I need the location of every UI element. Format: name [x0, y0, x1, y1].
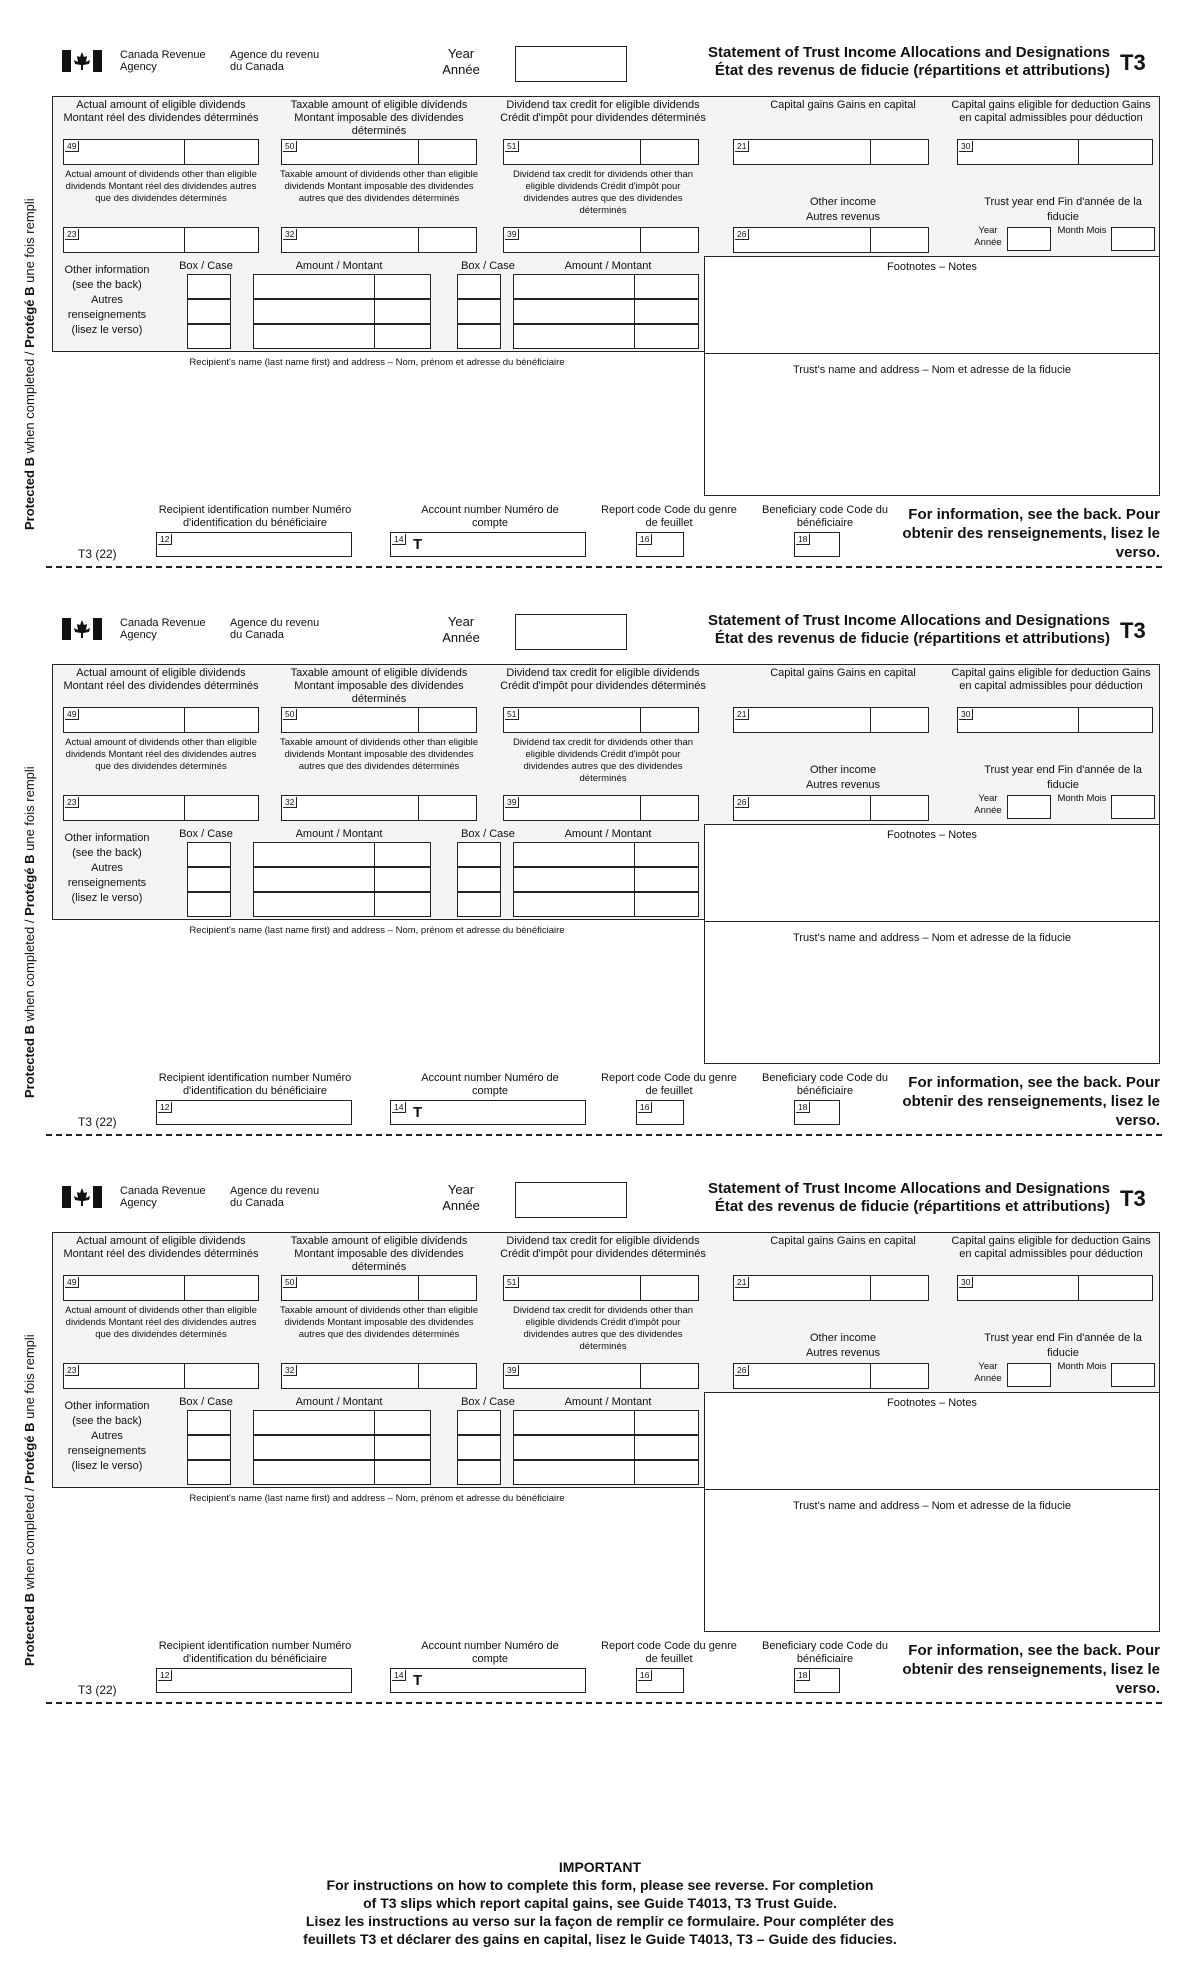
t3-slip-3	[0, 1136, 1200, 1696]
recipient-id-label: Recipient identification number Numéro d'identification du bénéficiaire	[158, 504, 352, 529]
amount-label-right: Amount / Montant	[564, 260, 652, 272]
canada-flag-icon	[62, 1186, 102, 1208]
box-case-label-left: Box / Case	[179, 828, 233, 840]
other-info-amount-4[interactable]	[513, 842, 699, 867]
amount-label-right: Amount / Montant	[564, 828, 652, 840]
account-number-label: Account number Numéro de compte	[421, 1072, 559, 1097]
other-info-label: Other information (see the back) Autres renseignements (lisez le verso)	[64, 832, 150, 904]
year-small-label: Year Année	[974, 1361, 1002, 1384]
year-small-label: Year Année	[974, 225, 1002, 248]
box-case-label-right: Box / Case	[461, 1396, 515, 1408]
trust-month-input[interactable]	[1111, 795, 1155, 819]
month-small-label: Month Mois	[1057, 1361, 1107, 1372]
other-info-box-6[interactable]	[457, 324, 501, 349]
recipient-id-label: Recipient identification number Numéro d'identification du bénéficiaire	[158, 1640, 352, 1665]
beneficiary-code-label: Beneficiary code Code du bénéficiaire	[762, 1072, 888, 1097]
form-code: T3	[1120, 1186, 1146, 1211]
box-23-field[interactable]: 23	[63, 1363, 259, 1389]
other-info-amount-1[interactable]	[253, 274, 431, 299]
month-small-label: Month Mois	[1057, 225, 1107, 236]
form-version: T3 (22)	[78, 1683, 117, 1697]
cut-line	[46, 1702, 1162, 1704]
box-23-field[interactable]: 23	[63, 795, 259, 821]
box-50-field[interactable]: 50	[281, 1275, 477, 1301]
form-title: Statement of Trust Income Allocations and Designations État des revenus de fiducie (répartitions et attributions)	[707, 1180, 1110, 1215]
box-23-label: Actual amount of dividends other than eligible dividends Montant réel des dividendes autres que des dividendes déterminés	[65, 1305, 257, 1340]
report-code-label: Report code Code du genre de feuillet	[601, 1640, 737, 1665]
trust-name-label: Trust's name and address – Nom et adresse de la fiducie	[792, 364, 1072, 376]
box-50-label: Taxable amount of eligible dividends Montant imposable des dividendes déterminés	[290, 99, 468, 137]
other-info-box-1[interactable]	[187, 1410, 231, 1435]
box-39-field[interactable]: 39	[503, 1363, 699, 1389]
recipient-name-label: Recipient's name (last name first) and address – Nom, prénom et adresse du bénéficiaire	[189, 357, 565, 368]
other-info-box-4[interactable]	[457, 274, 501, 299]
other-info-box-5[interactable]	[457, 1435, 501, 1460]
box-49-field[interactable]: 49	[63, 1275, 259, 1301]
box-50-label: Taxable amount of eligible dividends Montant imposable des dividendes déterminés	[290, 667, 468, 705]
protected-b-side-label: Protected B when completed / Protégé B une fois rempli	[22, 198, 37, 530]
amount-label-right: Amount / Montant	[564, 1396, 652, 1408]
box-32-label: Taxable amount of dividends other than eligible dividends Montant imposable des dividendes autres que des dividendes déterminés	[279, 169, 479, 204]
box-32-field[interactable]: 32	[281, 1363, 477, 1389]
report-code-field[interactable]: 16	[636, 1100, 684, 1125]
year-label: Year Année	[442, 614, 480, 645]
box-30-label: Capital gains eligible for deduction Gains en capital admissibles pour déduction	[951, 667, 1151, 692]
beneficiary-code-label: Beneficiary code Code du bénéficiaire	[762, 504, 888, 529]
box-26-label: Other income Autres revenus	[806, 1332, 880, 1359]
recipient-name-label: Recipient's name (last name first) and address – Nom, prénom et adresse du bénéficiaire	[189, 925, 565, 936]
important-line-3: Lisez les instructions au verso sur la façon de remplir ce formulaire. Pour compléter des	[305, 1913, 895, 1929]
box-49-label: Actual amount of eligible dividends Montant réel des dividendes déterminés	[63, 99, 259, 124]
box-30-field[interactable]: 30	[957, 139, 1153, 165]
box-26-field[interactable]: 26	[733, 1363, 929, 1389]
box-51-label: Dividend tax credit for eligible dividends Crédit d'impôt pour dividendes déterminés	[500, 667, 706, 692]
footnotes-box[interactable]	[704, 1392, 1160, 1490]
form-code: T3	[1120, 618, 1146, 643]
box-51-label: Dividend tax credit for eligible dividends Crédit d'impôt pour dividendes déterminés	[500, 99, 706, 124]
box-21-label: Capital gains Gains en capital	[770, 667, 916, 679]
agency-name-fr: Agence du revenu du Canada	[230, 617, 320, 641]
recipient-id-field[interactable]: 12	[156, 532, 352, 557]
other-info-amount-5[interactable]	[513, 299, 699, 324]
box-51-field[interactable]: 51	[503, 1275, 699, 1301]
box-30-field[interactable]: 30	[957, 707, 1153, 733]
form-title: Statement of Trust Income Allocations and Designations État des revenus de fiducie (répartitions et attributions)	[707, 44, 1110, 79]
box-49-field[interactable]: 49	[63, 139, 259, 165]
account-number-label: Account number Numéro de compte	[421, 504, 559, 529]
box-50-label: Taxable amount of eligible dividends Montant imposable des dividendes déterminés	[290, 1235, 468, 1273]
box-39-label: Dividend tax credit for dividends other than eligible dividends Crédit d'impôt pour dividendes autres que des dividendes déterminés	[512, 169, 694, 216]
trust-year-input[interactable]	[1007, 795, 1051, 819]
report-code-label: Report code Code du genre de feuillet	[601, 1072, 737, 1097]
important-title: IMPORTANT	[558, 1859, 642, 1875]
other-info-amount-6[interactable]	[513, 324, 699, 349]
box-30-label: Capital gains eligible for deduction Gains en capital admissibles pour déduction	[951, 99, 1151, 124]
info-see-back: For information, see the back. Pour obtenir des renseignements, lisez le verso.	[902, 1074, 1160, 1129]
box-50-field[interactable]: 50	[281, 139, 477, 165]
amount-label-left: Amount / Montant	[295, 828, 383, 840]
account-number-field[interactable]: 14 T	[390, 1668, 586, 1693]
trust-name-address-box[interactable]	[704, 921, 1160, 1064]
beneficiary-code-field[interactable]: 18	[794, 1100, 840, 1125]
canada-flag-icon	[62, 50, 102, 72]
year-input[interactable]	[515, 1182, 627, 1218]
other-info-box-3[interactable]	[187, 324, 231, 349]
footnotes-label: Footnotes – Notes	[887, 1397, 977, 1409]
box-51-label: Dividend tax credit for eligible dividends Crédit d'impôt pour dividendes déterminés	[500, 1235, 706, 1260]
account-number-field[interactable]: 14 T	[390, 1100, 586, 1125]
box-49-label: Actual amount of eligible dividends Montant réel des dividendes déterminés	[63, 1235, 259, 1260]
box-30-field[interactable]: 30	[957, 1275, 1153, 1301]
box-30-label: Capital gains eligible for deduction Gains en capital admissibles pour déduction	[951, 1235, 1151, 1260]
box-21-label: Capital gains Gains en capital	[770, 1235, 916, 1247]
box-21-field[interactable]: 21	[733, 1275, 929, 1301]
box-32-label: Taxable amount of dividends other than eligible dividends Montant imposable des dividendes autres que des dividendes déterminés	[279, 737, 479, 772]
agency-name-en: Canada Revenue Agency	[120, 617, 206, 641]
other-info-label: Other information (see the back) Autres renseignements (lisez le verso)	[64, 264, 150, 336]
footnotes-box[interactable]	[704, 256, 1160, 354]
trust-year-end-label: Trust year end Fin d'année de la fiducie	[984, 764, 1142, 791]
trust-month-input[interactable]	[1111, 1363, 1155, 1387]
other-info-box-4[interactable]	[457, 842, 501, 867]
other-info-amount-3[interactable]	[253, 1460, 431, 1485]
footnotes-label: Footnotes – Notes	[887, 829, 977, 841]
form-code: T3	[1120, 50, 1146, 75]
footnotes-box[interactable]	[704, 824, 1160, 922]
other-info-box-4[interactable]	[457, 1410, 501, 1435]
other-info-box-5[interactable]	[457, 867, 501, 892]
other-info-box-1[interactable]	[187, 842, 231, 867]
box-23-label: Actual amount of dividends other than eligible dividends Montant réel des dividendes autres que des dividendes déterminés	[65, 169, 257, 204]
box-26-label: Other income Autres revenus	[806, 764, 880, 791]
other-info-amount-3[interactable]	[253, 324, 431, 349]
other-info-box-1[interactable]	[187, 274, 231, 299]
trust-year-end-label: Trust year end Fin d'année de la fiducie	[984, 196, 1142, 223]
info-see-back: For information, see the back. Pour obtenir des renseignements, lisez le verso.	[902, 1642, 1160, 1697]
trust-year-input[interactable]	[1007, 227, 1051, 251]
amount-label-left: Amount / Montant	[295, 1396, 383, 1408]
form-title: Statement of Trust Income Allocations and Designations État des revenus de fiducie (répartitions et attributions)	[707, 612, 1110, 647]
important-notice	[200, 1858, 1000, 1948]
box-39-field[interactable]: 39	[503, 795, 699, 821]
agency-name-en: Canada Revenue Agency	[120, 49, 206, 73]
other-info-box-5[interactable]	[457, 299, 501, 324]
beneficiary-code-label: Beneficiary code Code du bénéficiaire	[762, 1640, 888, 1665]
other-info-amount-1[interactable]	[253, 842, 431, 867]
other-info-box-2[interactable]	[187, 867, 231, 892]
other-info-amount-3[interactable]	[253, 892, 431, 917]
trust-name-address-box[interactable]	[704, 353, 1160, 496]
important-line-2: of T3 slips which report capital gains, see Guide T4013, T3 Trust Guide.	[363, 1895, 837, 1911]
box-39-label: Dividend tax credit for dividends other than eligible dividends Crédit d'impôt pour dividendes autres que des dividendes déterminés	[512, 1305, 694, 1352]
footnotes-label: Footnotes – Notes	[887, 261, 977, 273]
box-case-label-left: Box / Case	[179, 1396, 233, 1408]
box-21-field[interactable]: 21	[733, 707, 929, 733]
report-code-label: Report code Code du genre de feuillet	[601, 504, 737, 529]
other-info-amount-6[interactable]	[513, 892, 699, 917]
month-small-label: Month Mois	[1057, 793, 1107, 804]
agency-name-en: Canada Revenue Agency	[120, 1185, 206, 1209]
box-51-field[interactable]: 51	[503, 139, 699, 165]
agency-name-fr: Agence du revenu du Canada	[230, 49, 320, 73]
box-21-field[interactable]: 21	[733, 139, 929, 165]
year-label: Year Année	[442, 1182, 480, 1213]
recipient-name-label: Recipient's name (last name first) and address – Nom, prénom et adresse du bénéficiaire	[189, 1493, 565, 1504]
year-label: Year Année	[442, 46, 480, 77]
other-info-amount-5[interactable]	[513, 1435, 699, 1460]
important-line-4: feuillets T3 et déclarer des gains en capital, lisez le Guide T4013, T3 – Guide des fiducies.	[303, 1931, 897, 1947]
important-line-1: For instructions on how to complete this form, please see reverse. For completion	[326, 1877, 874, 1893]
box-case-label-right: Box / Case	[461, 260, 515, 272]
other-info-amount-4[interactable]	[513, 1410, 699, 1435]
protected-b-side-label: Protected B when completed / Protégé B une fois rempli	[22, 1334, 37, 1666]
other-info-amount-1[interactable]	[253, 1410, 431, 1435]
other-info-box-2[interactable]	[187, 1435, 231, 1460]
recipient-id-field[interactable]: 12	[156, 1668, 352, 1693]
year-small-label: Year Année	[974, 793, 1002, 816]
box-26-field[interactable]: 26	[733, 227, 929, 253]
year-input[interactable]	[515, 614, 627, 650]
beneficiary-code-field[interactable]: 18	[794, 532, 840, 557]
box-23-label: Actual amount of dividends other than eligible dividends Montant réel des dividendes autres que des dividendes déterminés	[65, 737, 257, 772]
form-version: T3 (22)	[78, 1115, 117, 1129]
recipient-id-field[interactable]: 12	[156, 1100, 352, 1125]
other-info-amount-4[interactable]	[513, 274, 699, 299]
other-info-amount-2[interactable]	[253, 867, 431, 892]
box-26-field[interactable]: 26	[733, 795, 929, 821]
box-case-label-right: Box / Case	[461, 828, 515, 840]
box-21-label: Capital gains Gains en capital	[770, 99, 916, 111]
account-number-field[interactable]: 14 T	[390, 532, 586, 557]
other-info-label: Other information (see the back) Autres renseignements (lisez le verso)	[64, 1400, 150, 1472]
canada-flag-icon	[62, 618, 102, 640]
other-info-box-3[interactable]	[187, 892, 231, 917]
box-case-label-left: Box / Case	[179, 260, 233, 272]
protected-b-side-label: Protected B when completed / Protégé B une fois rempli	[22, 766, 37, 1098]
box-39-field[interactable]: 39	[503, 227, 699, 253]
box-49-field[interactable]: 49	[63, 707, 259, 733]
box-23-field[interactable]: 23	[63, 227, 259, 253]
box-49-label: Actual amount of eligible dividends Montant réel des dividendes déterminés	[63, 667, 259, 692]
t3-slip-2	[0, 568, 1200, 1128]
recipient-id-label: Recipient identification number Numéro d'identification du bénéficiaire	[158, 1072, 352, 1097]
box-32-field[interactable]: 32	[281, 227, 477, 253]
info-see-back: For information, see the back. Pour obtenir des renseignements, lisez le verso.	[902, 506, 1160, 561]
box-51-field[interactable]: 51	[503, 707, 699, 733]
trust-name-address-box[interactable]	[704, 1489, 1160, 1632]
other-info-amount-5[interactable]	[513, 867, 699, 892]
other-info-box-3[interactable]	[187, 1460, 231, 1485]
t3-slip-1	[0, 0, 1200, 560]
trust-name-label: Trust's name and address – Nom et adresse de la fiducie	[792, 932, 1072, 944]
other-info-box-6[interactable]	[457, 892, 501, 917]
year-input[interactable]	[515, 46, 627, 82]
trust-year-end-label: Trust year end Fin d'année de la fiducie	[984, 1332, 1142, 1359]
other-info-box-6[interactable]	[457, 1460, 501, 1485]
box-50-field[interactable]: 50	[281, 707, 477, 733]
trust-name-label: Trust's name and address – Nom et adresse de la fiducie	[792, 1500, 1072, 1512]
report-code-field[interactable]: 16	[636, 1668, 684, 1693]
agency-name-fr: Agence du revenu du Canada	[230, 1185, 320, 1209]
other-info-box-2[interactable]	[187, 299, 231, 324]
report-code-field[interactable]: 16	[636, 532, 684, 557]
beneficiary-code-field[interactable]: 18	[794, 1668, 840, 1693]
account-number-label: Account number Numéro de compte	[421, 1640, 559, 1665]
amount-label-left: Amount / Montant	[295, 260, 383, 272]
other-info-amount-2[interactable]	[253, 1435, 431, 1460]
box-32-label: Taxable amount of dividends other than eligible dividends Montant imposable des dividendes autres que des dividendes déterminés	[279, 1305, 479, 1340]
box-32-field[interactable]: 32	[281, 795, 477, 821]
other-info-amount-2[interactable]	[253, 299, 431, 324]
other-info-amount-6[interactable]	[513, 1460, 699, 1485]
box-26-label: Other income Autres revenus	[806, 196, 880, 223]
box-39-label: Dividend tax credit for dividends other than eligible dividends Crédit d'impôt pour dividendes autres que des dividendes déterminés	[512, 737, 694, 784]
trust-year-input[interactable]	[1007, 1363, 1051, 1387]
trust-month-input[interactable]	[1111, 227, 1155, 251]
form-version: T3 (22)	[78, 547, 117, 561]
